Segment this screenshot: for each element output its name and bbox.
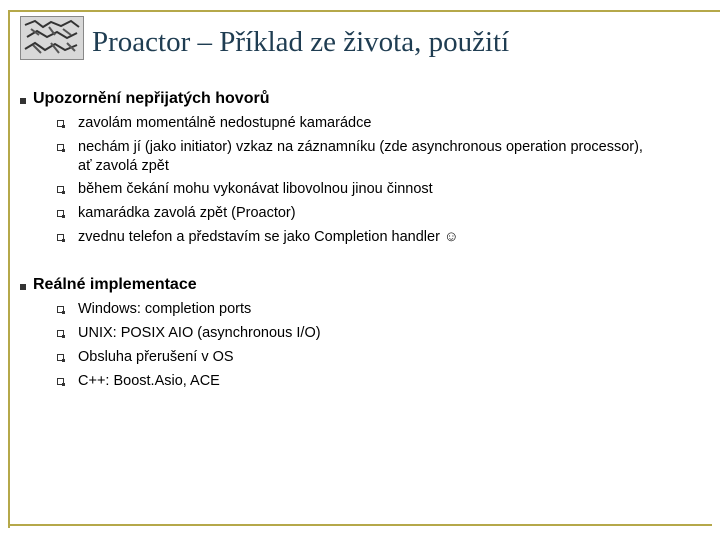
list-item: zvednu telefon a představím se jako Completion handler ☺	[78, 229, 459, 245]
section-bullet-icon	[20, 284, 26, 290]
section-heading: Upozornění nepřijatých hovorů	[33, 90, 270, 107]
list-item: nechám jí (jako initiator) vzkaz na záznamníku (zde asynchronous operation processor),	[78, 139, 643, 155]
list-item: Windows: completion ports	[78, 301, 252, 317]
page-title: Proactor – Příklad ze života, použití	[92, 26, 510, 58]
list-item-continuation: ať zavolá zpět	[78, 158, 169, 174]
section-heading: Reálné implementace	[33, 276, 197, 293]
sub-bullet-icon	[57, 378, 64, 385]
sub-bullet-icon	[57, 120, 64, 127]
list-item: UNIX: POSIX AIO (asynchronous I/O)	[78, 325, 321, 341]
sub-bullet-icon	[57, 354, 64, 361]
section-bullet-icon	[20, 98, 26, 104]
sub-bullet-icon	[57, 330, 64, 337]
logo-image	[20, 16, 84, 60]
sub-bullet-icon	[57, 144, 64, 151]
list-item: kamarádka zavolá zpět (Proactor)	[78, 205, 296, 221]
slide-frame-left	[8, 10, 10, 528]
sub-bullet-icon	[57, 186, 64, 193]
sub-bullet-icon	[57, 210, 64, 217]
list-item: Obsluha přerušení v OS	[78, 349, 234, 365]
slide-frame-bottom	[8, 524, 712, 526]
list-item: C++: Boost.Asio, ACE	[78, 373, 220, 389]
sub-bullet-icon	[57, 306, 64, 313]
list-item: během čekání mohu vykonávat libovolnou jinou činnost	[78, 181, 433, 197]
list-item: zavolám momentálně nedostupné kamarádce	[78, 115, 372, 131]
sub-bullet-icon	[57, 234, 64, 241]
